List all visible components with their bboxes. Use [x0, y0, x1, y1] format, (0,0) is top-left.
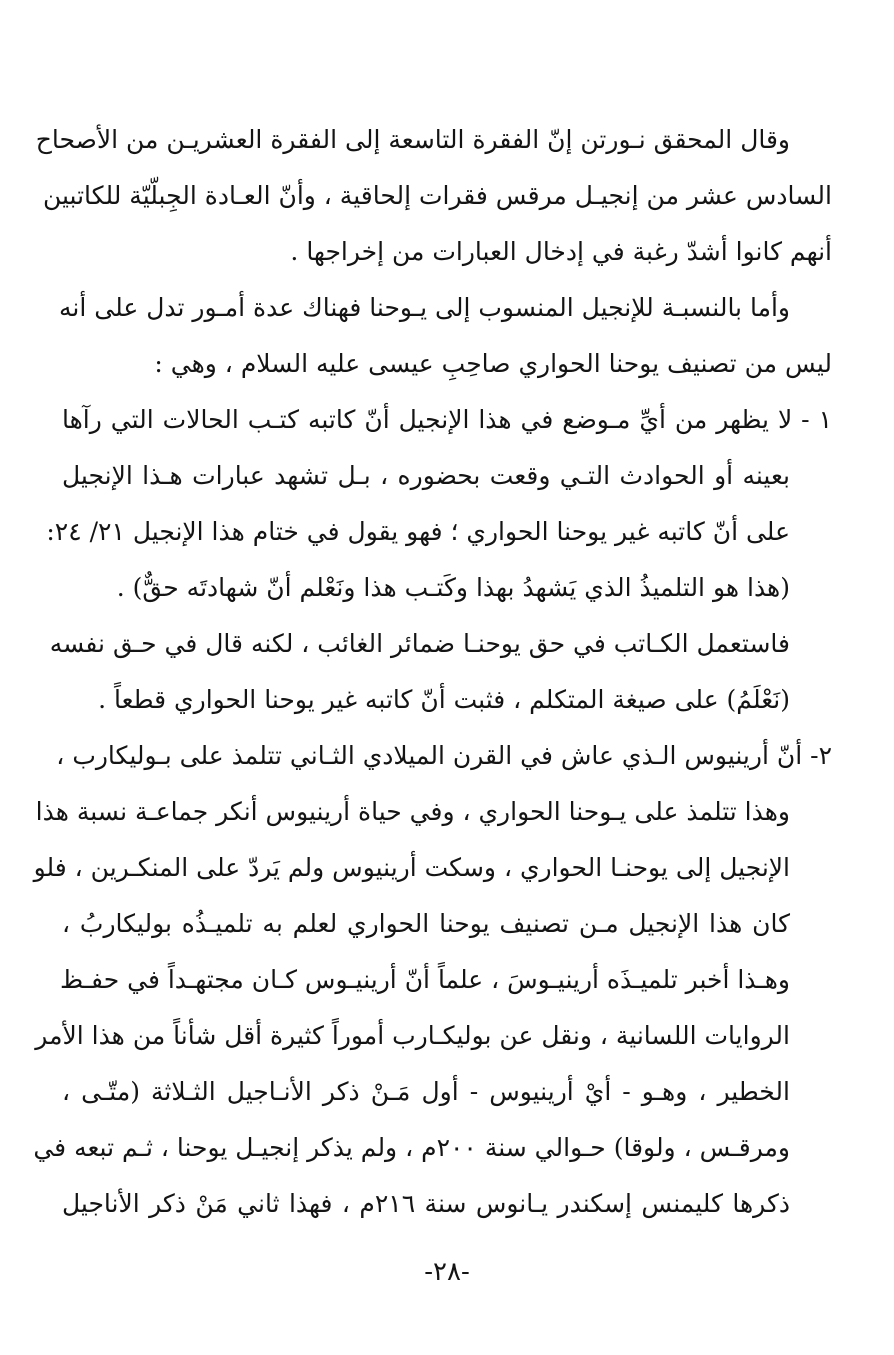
text-line: (نَعْلَمُ) على صيغة المتكلم ، فثبت أنّ كاتبه غير يوحنا الحواري قطعاً .: [98, 685, 790, 714]
body-text: [33, 112, 832, 1232]
text-line: ذكرها كليمنس إسكندر يـانوس سنة ٢١٦م ، فهذا ثاني مَنْ ذكر الأناجيل: [62, 1189, 790, 1218]
text-line: ليس من تصنيف يوحنا الحواري صاحِبِ عيسى عليه السلام ، وهي :: [154, 349, 832, 378]
text-line: أنهم كانوا أشدّ رغبة في إدخال العبارات من إخراجها .: [290, 237, 832, 266]
text-line: (هذا هو التلميذُ الذي يَشهدُ بهذا وكَتـب هذا ونَعْلم أنّ شهادتَه حقٌّ) .: [116, 573, 790, 602]
page-number: -٢٨-: [424, 1257, 470, 1287]
text-line: ٢- أنّ أرينيوس الـذي عاش في القرن الميلادي الثـاني تتلمذ على بـوليكارب ،: [56, 741, 832, 770]
text-line: كان هذا الإنجيل مـن تصنيف يوحنا الحواري لعلم به تلميـذُه بوليكاربُ ،: [62, 909, 790, 938]
text-line: فاستعمل الكـاتب في حق يوحنـا ضمائر الغائب ، لكنه قال في حـق نفسه: [49, 629, 790, 658]
text-line: السادس عشر من إنجيـل مرقس فقرات إلحاقية ، وأنّ العـادة الجِبلّيّة للكاتبين: [42, 181, 832, 210]
text-line: ١ - لا يظهر من أيِّ مـوضع في هذا الإنجيل أنّ كاتبه كتـب الحالات التي رآها: [62, 405, 832, 434]
text-line: وأما بالنسبـة للإنجيل المنسوب إلى يـوحنا فهناك عدة أمـور تدل على أنه: [59, 293, 790, 322]
text-line: وهـذا أخبر تلميـذَه أرينيـوسَ ، علماً أنّ أرينيـوس كـان مجتهـداً في حفـظ: [60, 965, 790, 994]
text-line: الخطير ، وهـو - أيْ أرينيوس - أول مَـنْ ذكر الأنـاجيل الثـلاثة (متّـى ،: [62, 1077, 790, 1106]
text-line: ومرقـس ، ولوقا) حـوالي سنة ٢٠٠م ، ولم يذكر إنجيـل يوحنا ، ثـم تبعه في: [33, 1133, 790, 1162]
text-line: بعينه أو الحوادث التـي وقعت بحضوره ، بـل تشهد عبارات هـذا الإنجيل: [62, 461, 790, 490]
text-line: وقال المحقق نـورتن إنّ الفقرة التاسعة إلى الفقرة العشريـن من الأصحاح: [35, 125, 790, 154]
text-line: وهذا تتلمذ على يـوحنا الحواري ، وفي حياة أرينيوس أنكر جماعـة نسبة هذا: [35, 797, 790, 826]
text-line: على أنّ كاتبه غير يوحنا الحواري ؛ فهو يقول في ختام هذا الإنجيل ٢١/ ٢٤:: [46, 517, 790, 546]
text-line: الروايات اللسانية ، ونقل عن بوليكـارب أموراً كثيرة أقل شأناً من هذا الأمر: [35, 1021, 790, 1050]
text-line: الإنجيل إلى يوحنـا الحواري ، وسكت أرينيوس ولم يَردّ على المنكـرين ، فلو: [33, 853, 790, 882]
